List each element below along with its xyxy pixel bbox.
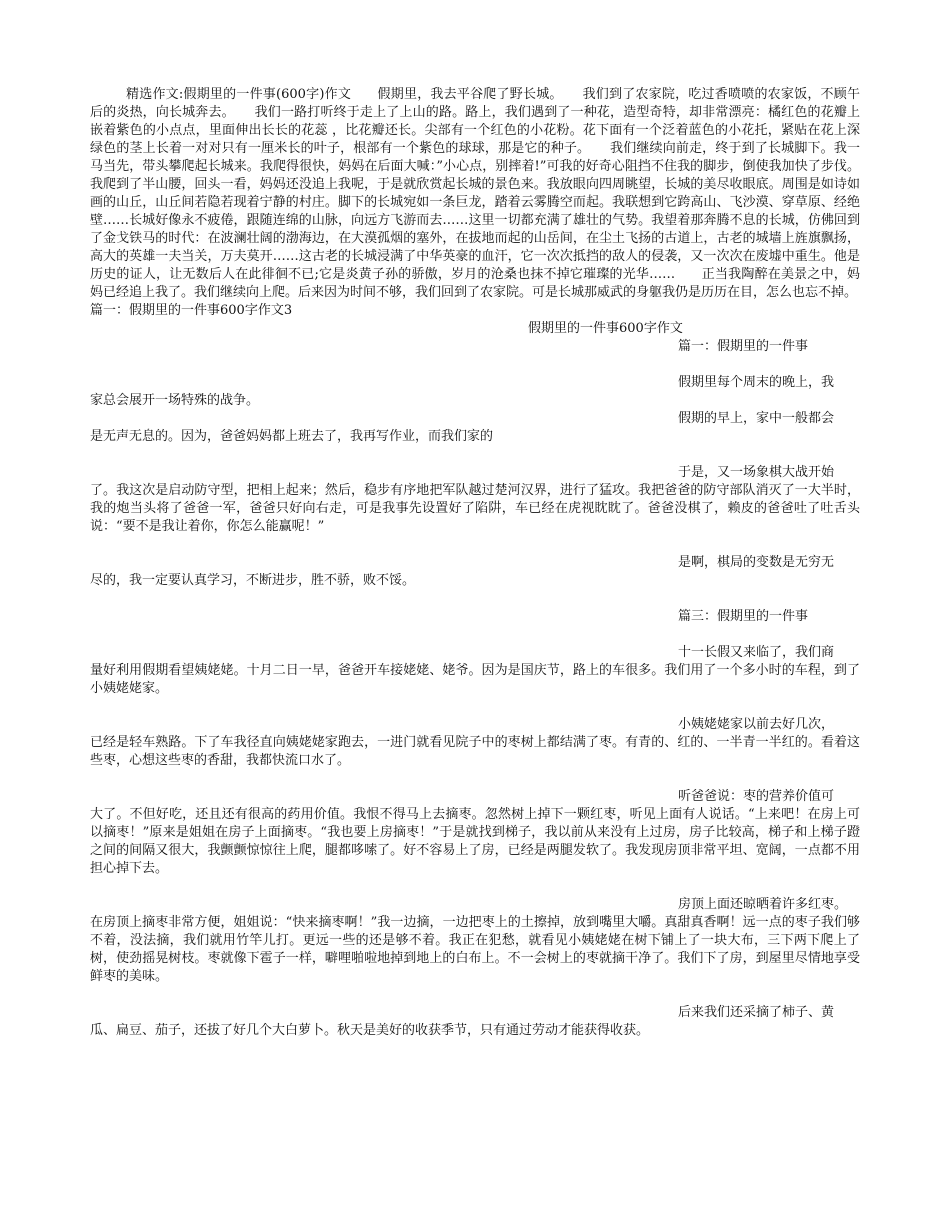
spacer (90, 590, 860, 608)
spacer (90, 878, 860, 896)
part3-heading: 篇三：假期里的一件事 (678, 609, 809, 624)
part1-heading: 篇一：假期里的一件事 (678, 339, 809, 354)
document-body (90, 86, 860, 1040)
spacer (90, 356, 860, 374)
section-heading: 篇一：假期里的一件事600字作文3 (90, 303, 293, 318)
paragraph-text: 已经是轻车熟路。下了车我径直向姨姥姥家跑去，一进门就看见院子中的枣树上都结满了枣。有青的、红的、一半青一半红的。看着这些枣，心想这些枣的香甜，我都快流口水了。 (90, 735, 860, 768)
paragraph (90, 464, 860, 536)
paragraph-text: 在房顶上摘枣非常方便，姐姐说：“快来摘枣啊！”我一边摘，一边把枣上的土擦掉，放到嘴里大嚼。真甜真香啊！远一点的枣子我们够不着，没法摘，我们就用竹竿儿打。更远一些的还是够不着。我正在犯愁，就看见小姨姥姥在树下铺上了一块大布，三下两下爬上了树，使劲摇晃树枝。枣就像下雹子一样，噼哩啪啦地掉到地上的白布上。不一会树上的枣就摘干净了。我们下了房，到屋里尽情地享受鲜枣的美味。 (90, 915, 860, 984)
paragraph-lead: 房顶上面还晾晒着许多红枣。 (678, 897, 848, 912)
paragraph-text: 量好利用假期看望姨姥姥。十月二日一早，爸爸开车接姥姥、姥爷。因为是国庆节，路上的车很多。我们用了一个多小时的车程，到了小姨姥姥家。 (90, 663, 860, 696)
paragraph-lead: 小姨姥姥家以前去好几次， (678, 717, 835, 732)
paragraph (90, 374, 860, 410)
spacer (90, 986, 860, 1004)
paragraph-text: 瓜、扁豆、茄子，还拔了好几个大白萝卜。秋天是美好的收获季节，只有通过劳动才能获得收获。 (90, 1023, 650, 1038)
paragraph (90, 788, 860, 878)
spacer (90, 770, 860, 788)
paragraph (90, 554, 860, 590)
spacer (90, 446, 860, 464)
document-title: 假期里的一件事600字作文 (528, 321, 683, 336)
paragraph-lead: 假期的早上，家中一般都会 (678, 411, 835, 426)
paragraph-lead: 假期里每个周末的晚上，我 (678, 375, 835, 390)
paragraph (90, 644, 860, 698)
paragraph-lead: 后来我们还采摘了柿子、黄 (678, 1005, 835, 1020)
paragraph (90, 1004, 860, 1040)
intro-paragraph: 精选作文:假期里的一件事(600字)作文 假期里，我去平谷爬了野长城。 我们到了农家院，吃过香喷喷的农家饭，不顾午后的炎热，向长城奔去。 我们一路打听终于走上了上山的路。路上，我们遇到了一种花，造型奇特，却非常漂亮：橘红色的花瓣上嵌着紫色的小点点，里面伸出长长的花蕊 ，比花瓣还长。尖部有一个红色的小花粉。花下面有一个泛着蓝色的小花托，紧贴在花上深绿色的茎上长着一对对只有一厘米长的叶子，根部有一个紫色的球球，那是它的种子。 我们继续向前走，终于到了长城脚下。我一马当先，带头攀爬起长城来。我爬得很快，妈妈在后面大喊：”小心点，别摔着!”可我的好奇心阻挡不住我的脚步，倒使我加快了步伐。我爬到了半山腰，回头一看，妈妈还没追上我呢，于是就欣赏起长城的景色来。我放眼向四周眺望，长城的美尽收眼底。周围是如诗如画的山丘，山丘间若隐若现着宁静的村庄。脚下的长城宛如一条巨龙，踏着云雾腾空而起。我联想到它跨高山、飞沙漠、穿草原、经绝壁……长城好像永不疲倦，跟随连绵的山脉，向远方飞游而去……这里一切都充满了雄壮的气势。我望着那奔腾不息的长城，仿佛回到了金戈铁马的时代：在波澜壮阔的渤海边，在大漠孤烟的塞外，在拔地而起的山岳间，在尘土飞扬的古道上，古老的城墙上旌旗飘扬，高大的英雄一夫当关，万夫莫开……这古老的长城浸满了中华英豪的血汗，它一次次抵挡的敌人的侵袭，又一次次在废墟中重生。他是历史的证人，让无数后人在此徘徊不已;它是炎黄子孙的骄傲，岁月的沧桑也抹不掉它璀璨的光华…… 正当我陶醉在美景之中，妈妈已经追上我了。我们继续向上爬。后来因为时间不够，我们回到了农家院。可是长城那威武的身躯我仍是历历在目，怎么也忘不掉。 (90, 87, 860, 300)
paragraph-lead: 听爸爸说：枣的营养价值可 (678, 789, 835, 804)
spacer (90, 536, 860, 554)
paragraph (90, 896, 860, 986)
paragraph-text: 大了。不但好吃，还且还有很高的药用价值。我恨不得马上去摘枣。忽然树上掉下一颗红枣，听见上面有人说话。“上来吧！在房上可以摘枣！”原来是姐姐在房子上面摘枣。“我也要上房摘枣！”于是就找到梯子，我以前从来没有上过房，房子比较高，梯子和上梯子蹬之间的间隔又很大，我颤颤惊惊往上爬，腿都哆嗦了。好不容易上了房，已经是两腿发软了。我发现房顶非常平坦、宽阔，一点都不用担心掉下去。 (90, 807, 860, 876)
paragraph-text: 了。我这次是启动防守型，把相上起来；然后，稳步有序地把军队越过楚河汉界，进行了猛攻。我把爸爸的防守部队消灭了一大半时，我的炮当头将了爸爸一军，爸爸只好向右走，可是我事先设置好了陷阱，车已经在虎视眈眈了。爸爸没棋了，赖皮的爸爸吐了吐舌头说：“要不是我让着你，你怎么能赢呢！” (90, 483, 860, 534)
paragraph-text: 家总会展开一场特殊的战争。 (90, 393, 260, 408)
spacer (90, 626, 860, 644)
paragraph-lead: 是啊，棋局的变数是无穷无 (678, 555, 835, 570)
paragraph-lead: 于是，又一场象棋大战开始 (678, 465, 835, 480)
spacer (90, 698, 860, 716)
paragraph (90, 410, 860, 446)
paragraph-lead: 十一长假又来临了，我们商 (678, 645, 835, 660)
paragraph-text: 尽的，我一定要认真学习，不断进步，胜不骄，败不馁。 (90, 573, 416, 588)
paragraph-text: 是无声无息的。因为，爸爸妈妈都上班去了，我再写作业，而我们家的 (90, 429, 494, 444)
paragraph (90, 716, 860, 770)
